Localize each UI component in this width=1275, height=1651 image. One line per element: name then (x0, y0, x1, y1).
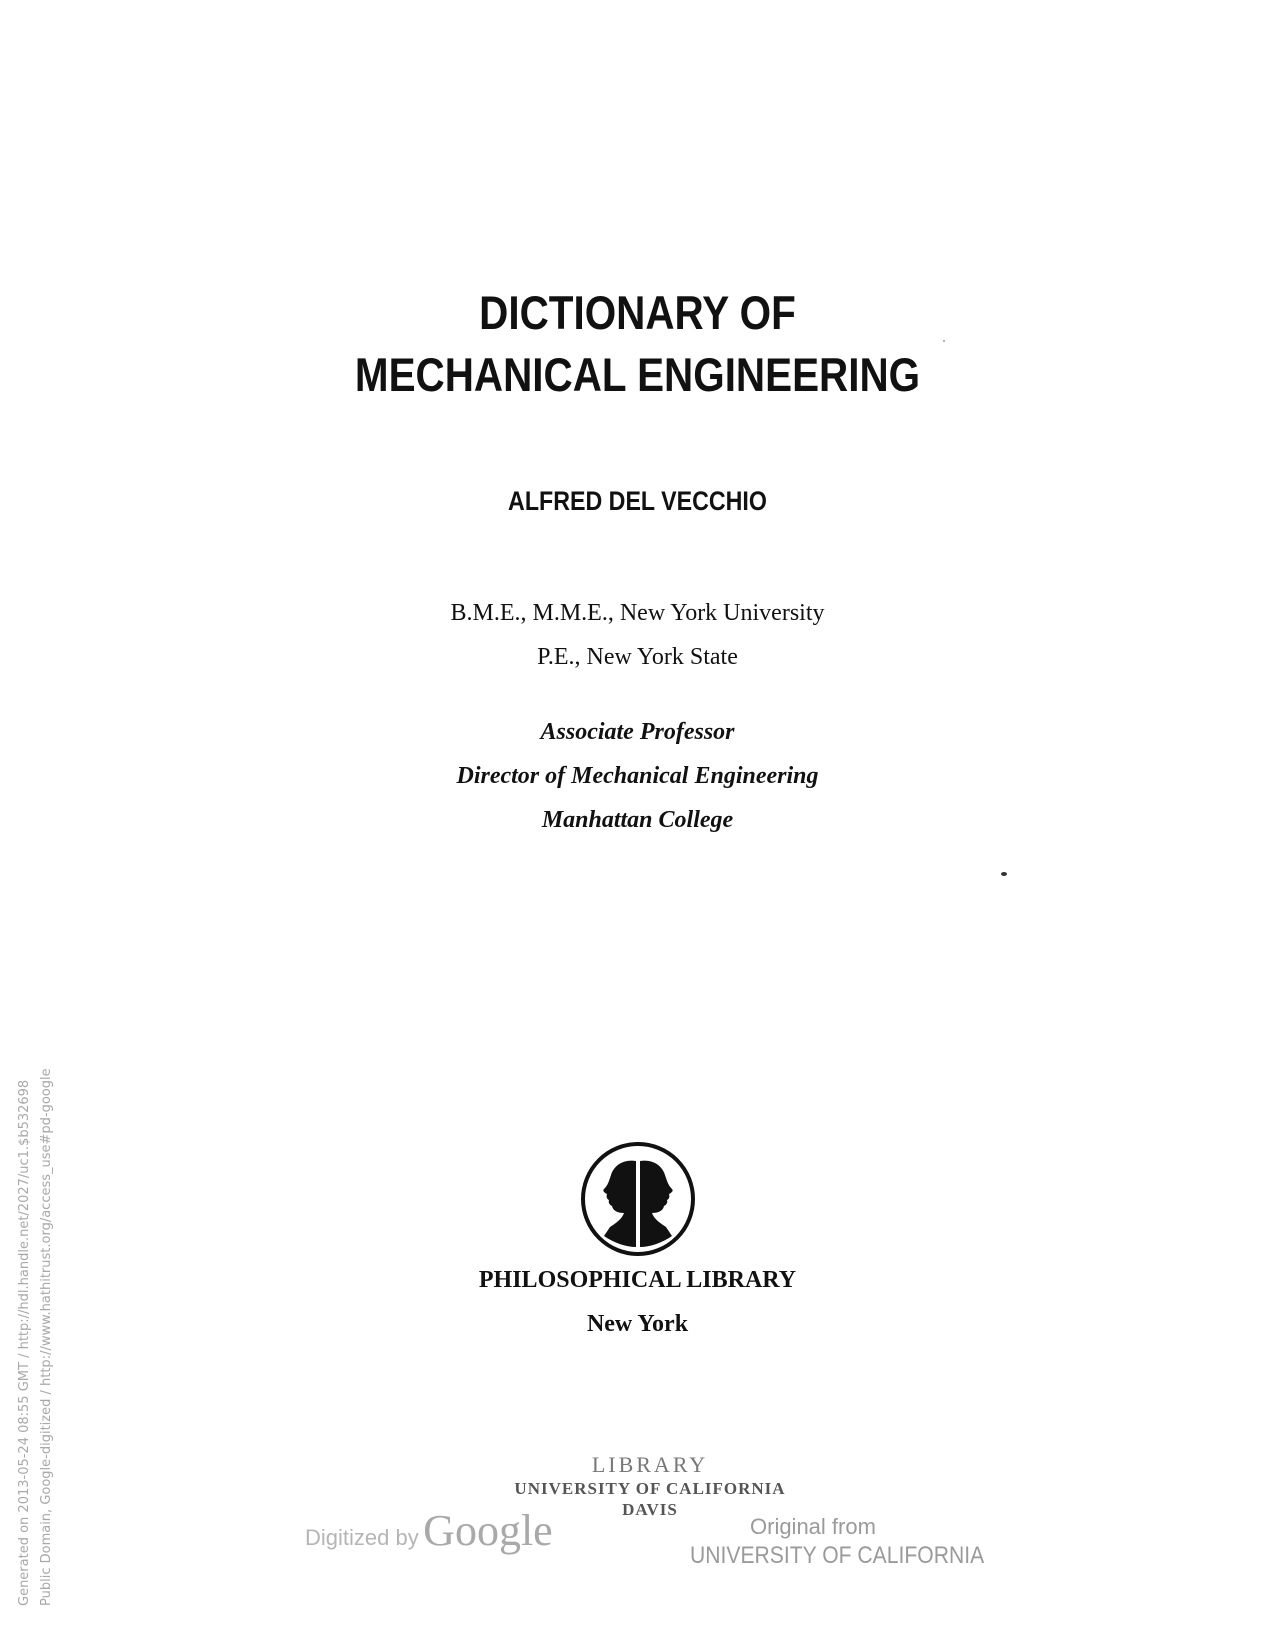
side-note-line-1: Generated on 2013-05-24 08:55 GMT / http://hdl.handle.net/2027/uc1.$b532698 (17, 1079, 32, 1606)
publisher-city: New York (586, 1311, 689, 1337)
degrees-line-2: P.E., New York State (537, 644, 738, 670)
ink-speck (1001, 872, 1007, 876)
ink-speck (943, 340, 945, 342)
original-from-watermark (690, 1513, 1024, 1571)
author-name: ALFRED DEL VECCHIO (508, 486, 767, 516)
publisher (0, 1258, 1275, 1346)
hathitrust-side-note (14, 986, 58, 1606)
author-positions (0, 710, 1275, 842)
stamp-line-2: UNIVERSITY OF CALIFORNIA (514, 1479, 786, 1498)
book-title (89, 282, 1186, 406)
book-title-line-1: DICTIONARY OF (479, 286, 796, 339)
digitized-by-watermark (305, 1505, 553, 1556)
publisher-seal-icon (580, 1141, 696, 1257)
publisher-name: PHILOSOPHICAL LIBRARY (478, 1267, 797, 1293)
original-line-1: Original from (750, 1514, 876, 1539)
author-degrees (0, 591, 1275, 679)
stamp-line-3: DAVIS (622, 1500, 678, 1519)
google-logo: Google (423, 1506, 553, 1555)
stamp-line-1: LIBRARY (591, 1452, 709, 1477)
original-line-2: UNIVERSITY OF CALIFORNIA (690, 1542, 985, 1569)
book-title-line-2: MECHANICAL ENGINEERING (354, 348, 921, 401)
position-line-3: Manhattan College (541, 807, 734, 833)
side-note-line-2: Public Domain, Google-digitized / http://www.hathitrust.org/access_use#pd-google (39, 1068, 54, 1606)
position-line-2: Director of Mechanical Engineering (456, 763, 819, 789)
degrees-line-1: B.M.E., M.M.E., New York University (450, 600, 825, 626)
position-line-1: Associate Professor (540, 719, 735, 745)
digitized-prefix: Digitized by (305, 1525, 419, 1550)
